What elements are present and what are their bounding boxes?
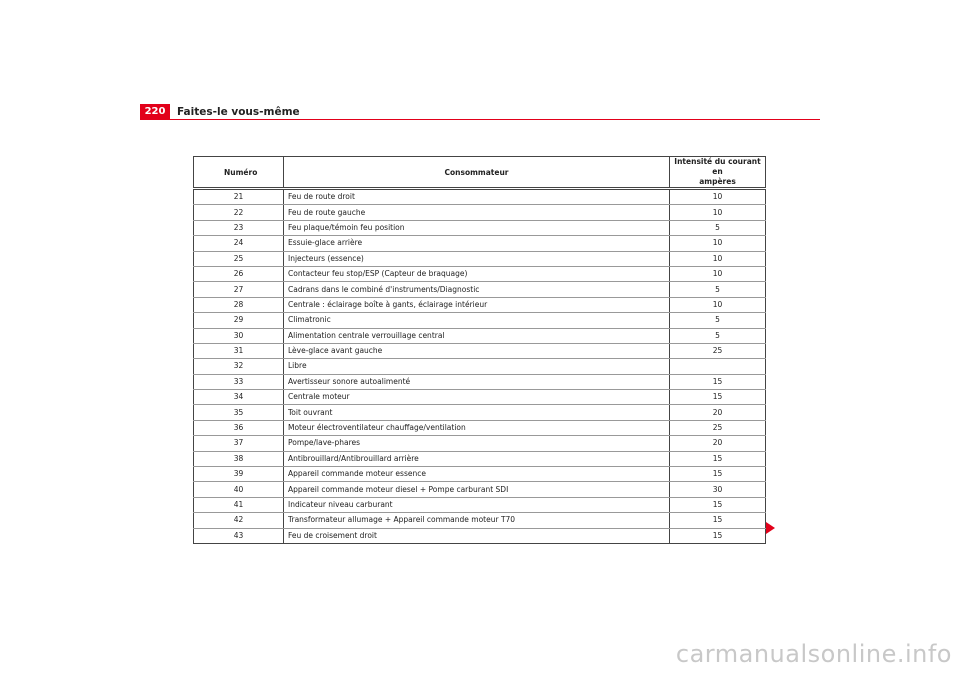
fuse-consumer: Lève-glace avant gauche — [284, 343, 670, 358]
fuse-amperage: 15 — [670, 374, 766, 389]
watermark: carmanualsonline.info — [675, 640, 952, 668]
fuse-amperage: 5 — [670, 282, 766, 297]
fuse-number: 31 — [194, 343, 284, 358]
fuse-amperage: 15 — [670, 451, 766, 466]
fuse-number: 29 — [194, 313, 284, 328]
table-row — [194, 328, 766, 343]
fuse-amperage: 5 — [670, 328, 766, 343]
fuse-consumer: Indicateur niveau carburant — [284, 497, 670, 512]
fuse-number: 27 — [194, 282, 284, 297]
next-page-arrow-icon[interactable] — [766, 522, 775, 534]
fuse-consumer: Libre — [284, 359, 670, 374]
table-row — [194, 266, 766, 281]
fuse-amperage: 25 — [670, 420, 766, 435]
table-row — [194, 467, 766, 482]
table-header-row — [194, 157, 766, 189]
table-row — [194, 343, 766, 358]
fuse-amperage: 15 — [670, 467, 766, 482]
fuse-consumer: Feu plaque/témoin feu position — [284, 220, 670, 235]
fuse-consumer: Avertisseur sonore autoalimenté — [284, 374, 670, 389]
fuse-consumer: Centrale : éclairage boîte à gants, éclairage intérieur — [284, 297, 670, 312]
fuse-consumer: Essuie-glace arrière — [284, 236, 670, 251]
fuse-amperage: 10 — [670, 236, 766, 251]
page-number: 220 — [140, 104, 170, 120]
fuse-number: 22 — [194, 205, 284, 220]
table-row — [194, 236, 766, 251]
fuse-consumer: Toit ouvrant — [284, 405, 670, 420]
fuse-amperage: 15 — [670, 528, 766, 543]
fuse-number: 37 — [194, 436, 284, 451]
column-header-amperage — [670, 157, 766, 189]
fuse-consumer: Alimentation centrale verrouillage central — [284, 328, 670, 343]
fuse-number: 38 — [194, 451, 284, 466]
fuse-number: 28 — [194, 297, 284, 312]
column-header-consumer: Consommateur — [284, 157, 670, 189]
fuse-table — [193, 156, 766, 544]
fuse-amperage: 15 — [670, 497, 766, 512]
fuse-amperage: 25 — [670, 343, 766, 358]
amperage-header-line1: Intensité du courant en — [674, 157, 761, 176]
fuse-number: 35 — [194, 405, 284, 420]
table-row — [194, 359, 766, 374]
fuse-number: 24 — [194, 236, 284, 251]
fuse-consumer: Climatronic — [284, 313, 670, 328]
fuse-consumer: Antibrouillard/Antibrouillard arrière — [284, 451, 670, 466]
table-row — [194, 405, 766, 420]
fuse-consumer: Contacteur feu stop/ESP (Capteur de braquage) — [284, 266, 670, 281]
table-row — [194, 390, 766, 405]
column-header-number: Numéro — [194, 157, 284, 189]
fuse-number: 42 — [194, 513, 284, 528]
fuse-number: 36 — [194, 420, 284, 435]
fuse-amperage: 15 — [670, 390, 766, 405]
table-row — [194, 374, 766, 389]
page-title: Faites-le vous-même — [177, 106, 300, 118]
fuse-consumer: Centrale moteur — [284, 390, 670, 405]
table-row — [194, 420, 766, 435]
table-row — [194, 497, 766, 512]
table-row — [194, 482, 766, 497]
fuse-number: 30 — [194, 328, 284, 343]
table-row — [194, 220, 766, 235]
amperage-header-line2: ampères — [699, 177, 736, 186]
fuse-number: 40 — [194, 482, 284, 497]
fuse-consumer: Pompe/lave-phares — [284, 436, 670, 451]
fuse-number: 21 — [194, 189, 284, 205]
fuse-number: 23 — [194, 220, 284, 235]
fuse-consumer: Feu de croisement droit — [284, 528, 670, 543]
page-header — [140, 104, 820, 122]
fuse-consumer: Feu de route gauche — [284, 205, 670, 220]
fuse-number: 41 — [194, 497, 284, 512]
fuse-amperage: 10 — [670, 189, 766, 205]
fuse-consumer: Transformateur allumage + Appareil commande moteur T70 — [284, 513, 670, 528]
fuse-amperage: 5 — [670, 313, 766, 328]
table-row — [194, 436, 766, 451]
fuse-consumer: Appareil commande moteur diesel + Pompe carburant SDI — [284, 482, 670, 497]
fuse-number: 33 — [194, 374, 284, 389]
fuse-amperage: 15 — [670, 513, 766, 528]
table-row — [194, 297, 766, 312]
table-row — [194, 189, 766, 205]
fuse-amperage: 10 — [670, 205, 766, 220]
table-row — [194, 513, 766, 528]
fuse-number: 34 — [194, 390, 284, 405]
fuse-amperage: 20 — [670, 436, 766, 451]
fuse-number: 39 — [194, 467, 284, 482]
fuse-number: 25 — [194, 251, 284, 266]
fuse-number: 43 — [194, 528, 284, 543]
fuse-consumer: Moteur électroventilateur chauffage/ventilation — [284, 420, 670, 435]
fuse-consumer: Cadrans dans le combiné d'instruments/Diagnostic — [284, 282, 670, 297]
fuse-amperage: 5 — [670, 220, 766, 235]
fuse-amperage: 30 — [670, 482, 766, 497]
table-row — [194, 313, 766, 328]
table-row — [194, 205, 766, 220]
fuse-amperage — [670, 359, 766, 374]
fuse-table-body — [194, 189, 766, 544]
header-rule — [140, 119, 820, 120]
fuse-number: 26 — [194, 266, 284, 281]
fuse-amperage: 20 — [670, 405, 766, 420]
fuse-consumer: Feu de route droit — [284, 189, 670, 205]
table-row — [194, 282, 766, 297]
fuse-amperage: 10 — [670, 297, 766, 312]
fuse-consumer: Appareil commande moteur essence — [284, 467, 670, 482]
fuse-consumer: Injecteurs (essence) — [284, 251, 670, 266]
table-row — [194, 528, 766, 543]
table-row — [194, 451, 766, 466]
table-row — [194, 251, 766, 266]
fuse-amperage: 10 — [670, 266, 766, 281]
fuse-amperage: 10 — [670, 251, 766, 266]
fuse-number: 32 — [194, 359, 284, 374]
